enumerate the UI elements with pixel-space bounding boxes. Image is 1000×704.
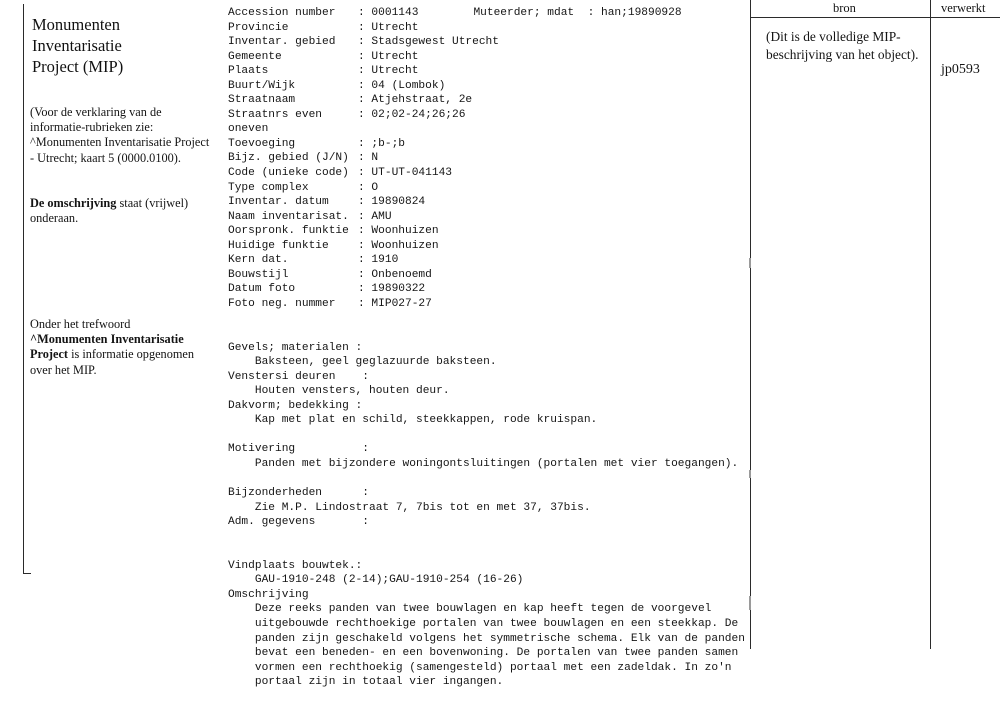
verwerkt-value: jp0593 [941, 62, 980, 77]
record-section-line: Kap met plat en schild, steekkappen, rode kruispan. [228, 414, 598, 427]
record-field-label: Kern dat. [228, 254, 289, 267]
record-section-line: Zie M.P. Lindostraat 7, 7bis tot en met 37, 37bis. [228, 501, 591, 514]
note-keyword-bold: ^Monumenten Inventarisatie Project [30, 332, 184, 362]
record-section-line: Houten vensters, houten deur. [228, 385, 450, 398]
record-field-value: : UT-UT-041143 [358, 167, 452, 180]
record-section-line: Baksteen, geel geglazuurde baksteen. [228, 356, 497, 369]
column-header-bron: bron [833, 1, 856, 15]
note-description-bold: De omschrijving [30, 196, 117, 210]
scan-artifact [749, 596, 751, 610]
record-field-row [228, 108, 738, 123]
record-field-label: Inventar. datum [228, 196, 329, 209]
record-blank-line [228, 544, 738, 559]
record-section-heading: Bijzonderheden : [228, 487, 369, 500]
page-title-line-1: Monumenten [32, 15, 120, 34]
record-section-line: uitgebouwde rechthoekige portalen van twee bouwlagen en een steekkap. De [228, 617, 739, 630]
page-title-line-2: Inventarisatie [32, 36, 122, 55]
record-field-value: : 1910 [358, 254, 399, 267]
record-field-label: Provincie [228, 21, 289, 34]
scan-artifact [749, 258, 751, 268]
record-field-label: Naam inventarisat. [228, 210, 349, 223]
record-field-row [228, 268, 738, 283]
note-description-rest: staat (vrijwel) onderaan. [30, 196, 189, 226]
record-section-line: Deze reeks panden van twee bouwlagen en kap heeft tegen de voorgevel [228, 603, 712, 616]
record-section-heading: Adm. gegevens : [228, 516, 369, 529]
record-field-row [228, 181, 738, 196]
record-field-row [228, 224, 738, 239]
record-section-line: GAU-1910-248 (2-14);GAU-1910-254 (16-26) [228, 574, 524, 587]
record-field-value: : 19890824 [358, 196, 426, 209]
column-header-verwerkt: verwerkt [941, 1, 986, 15]
record-section-line: Panden met bijzondere woningontsluitingen (portalen met vier toegangen). [228, 457, 739, 470]
record-field-value: : 19890322 [358, 283, 426, 296]
record-field-row [228, 297, 738, 312]
record-field-label: Buurt/Wijk [228, 79, 296, 92]
record-field-value: : Utrecht [358, 65, 419, 78]
record-field-value: : Woonhuizen [358, 225, 439, 238]
record-field-value: : O [358, 181, 379, 194]
record-mutator: Muteerder; mdat : han;19890928 [473, 7, 682, 19]
record-field-row [228, 282, 738, 297]
record-field-value: : Atjehstraat, 2e [358, 94, 473, 107]
record-section-heading: Omschrijving [228, 588, 309, 601]
record-field-label: Code (unieke code) [228, 167, 349, 180]
record-field-row [228, 210, 738, 225]
record-field-value: : 04 (Lombok) [358, 79, 446, 92]
record-field-value: : Utrecht [358, 50, 419, 63]
record-blank-line [228, 530, 738, 545]
record-field-row [228, 239, 738, 254]
note-keyword-pre: Onder het trefwoord [30, 317, 131, 331]
record-blank-line [228, 326, 738, 341]
record-field-label: Datum foto [228, 283, 296, 296]
record-field-label: Straatnaam [228, 94, 296, 107]
mip-record [228, 6, 745, 704]
record-section-heading: Venstersi deuren : [228, 370, 369, 383]
column-header-rule [750, 17, 1000, 18]
record-field-label: oneven [228, 123, 269, 136]
page-title [32, 14, 207, 77]
record-field-label: Bijz. gebied (J/N) [228, 152, 349, 165]
record-field-value: : ;b-;b [358, 137, 405, 150]
record-field-label: Bouwstijl [228, 268, 289, 281]
record-section-heading: Vindplaats bouwtek.: [228, 559, 363, 572]
record-section-heading: Motivering : [228, 443, 369, 456]
record-blank-line [228, 428, 738, 443]
record-field-value: : 0001143 [358, 7, 419, 19]
bron-note: (Dit is de volledige MIP-beschrijving van het object). [766, 29, 919, 62]
record-blank-line [228, 690, 738, 704]
note-keyword [30, 317, 210, 378]
record-field-row [228, 253, 738, 268]
record-field-row [228, 93, 738, 108]
record-field-row [228, 122, 738, 137]
record-field-row [228, 166, 738, 181]
note-keyword-post: is informatie opgenomen over het MIP. [30, 347, 195, 377]
record-field-row [228, 6, 738, 21]
record-field-row [228, 195, 738, 210]
record-field-value: : AMU [358, 210, 392, 223]
record-field-label: Inventar. gebied [228, 36, 336, 49]
record-section-line: bevat een beneden- en een bovenwoning. De portalen van twee panden samen [228, 647, 739, 660]
record-field-row [228, 79, 738, 94]
record-field-label: Foto neg. nummer [228, 297, 336, 310]
record-field-label: Toevoeging [228, 137, 296, 150]
record-field-label: Straatnrs even [228, 108, 322, 121]
page-title-line-3: Project (MIP) [32, 57, 124, 76]
left-rule-foot [23, 573, 31, 574]
record-field-row [228, 50, 738, 65]
record-blank-line [228, 311, 738, 326]
record-field-label: Huidige funktie [228, 239, 329, 252]
record-section-line: vormen een rechthoekig (samengesteld) portaal met een zadeldak. In zo'n [228, 661, 732, 674]
note-description-location [30, 196, 210, 226]
left-vertical-rule [23, 4, 24, 574]
record-field-label: Plaats [228, 65, 269, 78]
record-field-label: Type complex [228, 181, 309, 194]
record-field-value: : Stadsgewest Utrecht [358, 36, 499, 49]
record-field-row [228, 64, 738, 79]
record-field-row [228, 137, 738, 152]
column-divider-bron [750, 0, 751, 649]
record-field-label: Gemeente [228, 50, 282, 63]
record-section-line: panden zijn geschakeld volgens het symmetrische schema. Elk van de panden [228, 632, 745, 645]
record-field-value: : 02;02-24;26;26 [358, 108, 466, 121]
record-section-heading: Dakvorm; bedekking : [228, 399, 363, 412]
record-field-row [228, 151, 738, 166]
column-divider-verwerkt [930, 0, 931, 649]
record-field-value: : N [358, 152, 379, 165]
record-field-value: : MIP027-27 [358, 297, 432, 310]
record-section-line: portaal zijn in totaal vier ingangen. [228, 676, 504, 689]
record-field-value: : Onbenoemd [358, 268, 432, 281]
record-field-row [228, 21, 738, 36]
record-section-heading: Gevels; materialen : [228, 341, 363, 354]
record-field-row [228, 35, 738, 50]
scan-artifact [749, 470, 751, 478]
record-field-label: Accession number [228, 7, 336, 19]
record-field-value: : Woonhuizen [358, 239, 439, 252]
note-explanation: (Voor de verklaring van de informatie-rubrieken zie: ^Monumenten Inventarisatie Project - Utrecht; kaart 5 (0000.0100). [30, 105, 210, 165]
left-annotation-column [0, 0, 218, 649]
record-field-label: Oorspronk. funktie [228, 225, 349, 238]
record-blank-line [228, 472, 738, 487]
record-field-value: : Utrecht [358, 21, 419, 34]
